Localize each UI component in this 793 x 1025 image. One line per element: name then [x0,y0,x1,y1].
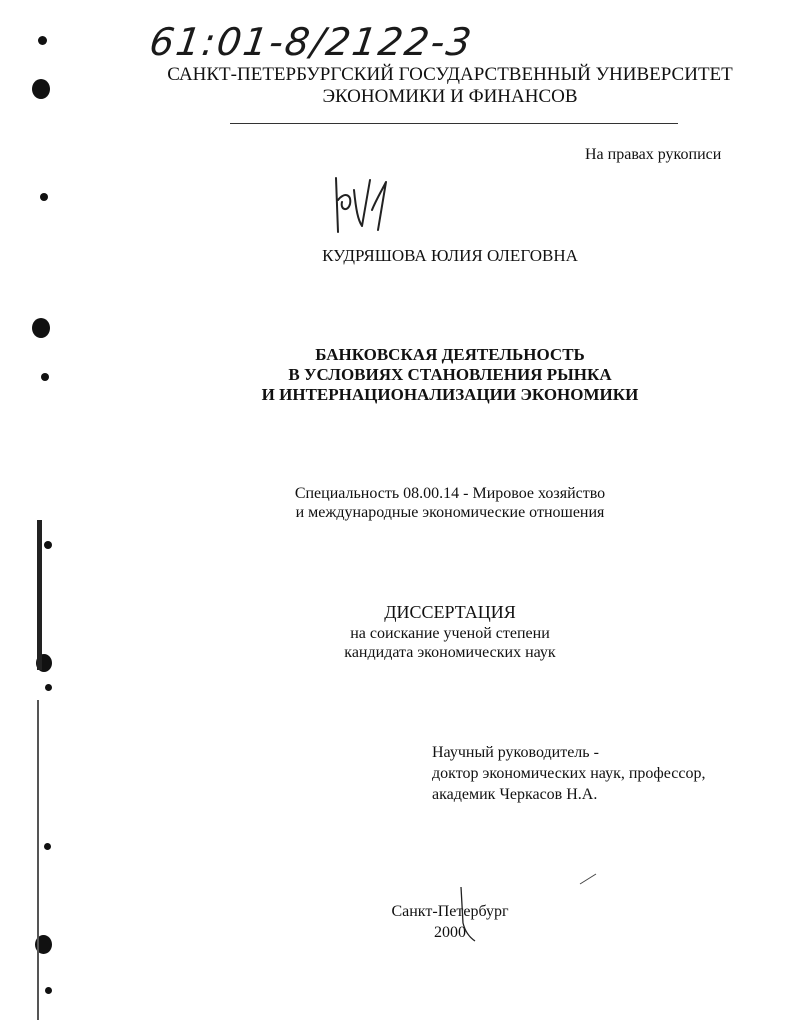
advisor-line-2: доктор экономических наук, профессор, [432,765,706,782]
signature [326,170,406,240]
degree-description [150,624,750,662]
binding-hole [32,79,50,99]
university-line-2: ЭКОНОМИКИ И ФИНАНСОВ [322,86,578,107]
title-line-1: БАНКОВСКАЯ ДЕЯТЕЛЬНОСТЬ [315,345,585,364]
specialty [150,484,750,522]
place-and-year [380,901,520,943]
binding-edge-line [37,520,42,670]
specialty-line-1: Специальность 08.00.14 - Мировое хозяйство [294,485,606,502]
binding-mark [41,373,49,381]
dissertation-label: ДИССЕРТАЦИЯ [384,602,516,622]
binding-mark [45,987,52,994]
binding-mark [45,684,52,691]
pen-stroke-mark [455,885,485,945]
title-line-3: И ИНТЕРНАЦИОНАЛИЗАЦИИ ЭКОНОМИКИ [261,385,639,404]
advisor-line-3: академик Черкасов Н.А. [432,786,598,803]
author-name: КУДРЯШОВА ЮЛИЯ ОЛЕГОВНА [322,246,578,265]
binding-mark [38,36,47,45]
specialty-line-2: и международные экономические отношения [295,504,605,521]
dissertation-title [150,345,750,405]
title-line-2: В УСЛОВИЯХ СТАНОВЛЕНИЯ РЫНКА [288,365,612,384]
degree-line-1: на соискание ученой степени [350,625,550,642]
binding-mark [44,843,51,850]
header-divider [230,123,678,124]
scientific-advisor [432,742,706,805]
place: Санкт-Петербург [391,903,509,920]
binding-mark [44,541,52,549]
university-name [100,64,793,108]
manuscript-rights-note: На правах рукописи [585,146,722,163]
university-line-1: САНКТ-ПЕТЕРБУРГСКИЙ ГОСУДАРСТВЕННЫЙ УНИВЕРСИТЕТ [167,64,733,85]
stray-pen-mark [578,872,598,886]
binding-mark [40,193,48,201]
advisor-line-1: Научный руководитель - [432,744,599,761]
year: 2000 [434,924,466,941]
binding-edge-line [37,700,39,1020]
archive-code: 61:01-8/2122-3 [146,20,476,64]
binding-hole [32,318,50,338]
degree-line-2: кандидата экономических наук [344,644,556,661]
